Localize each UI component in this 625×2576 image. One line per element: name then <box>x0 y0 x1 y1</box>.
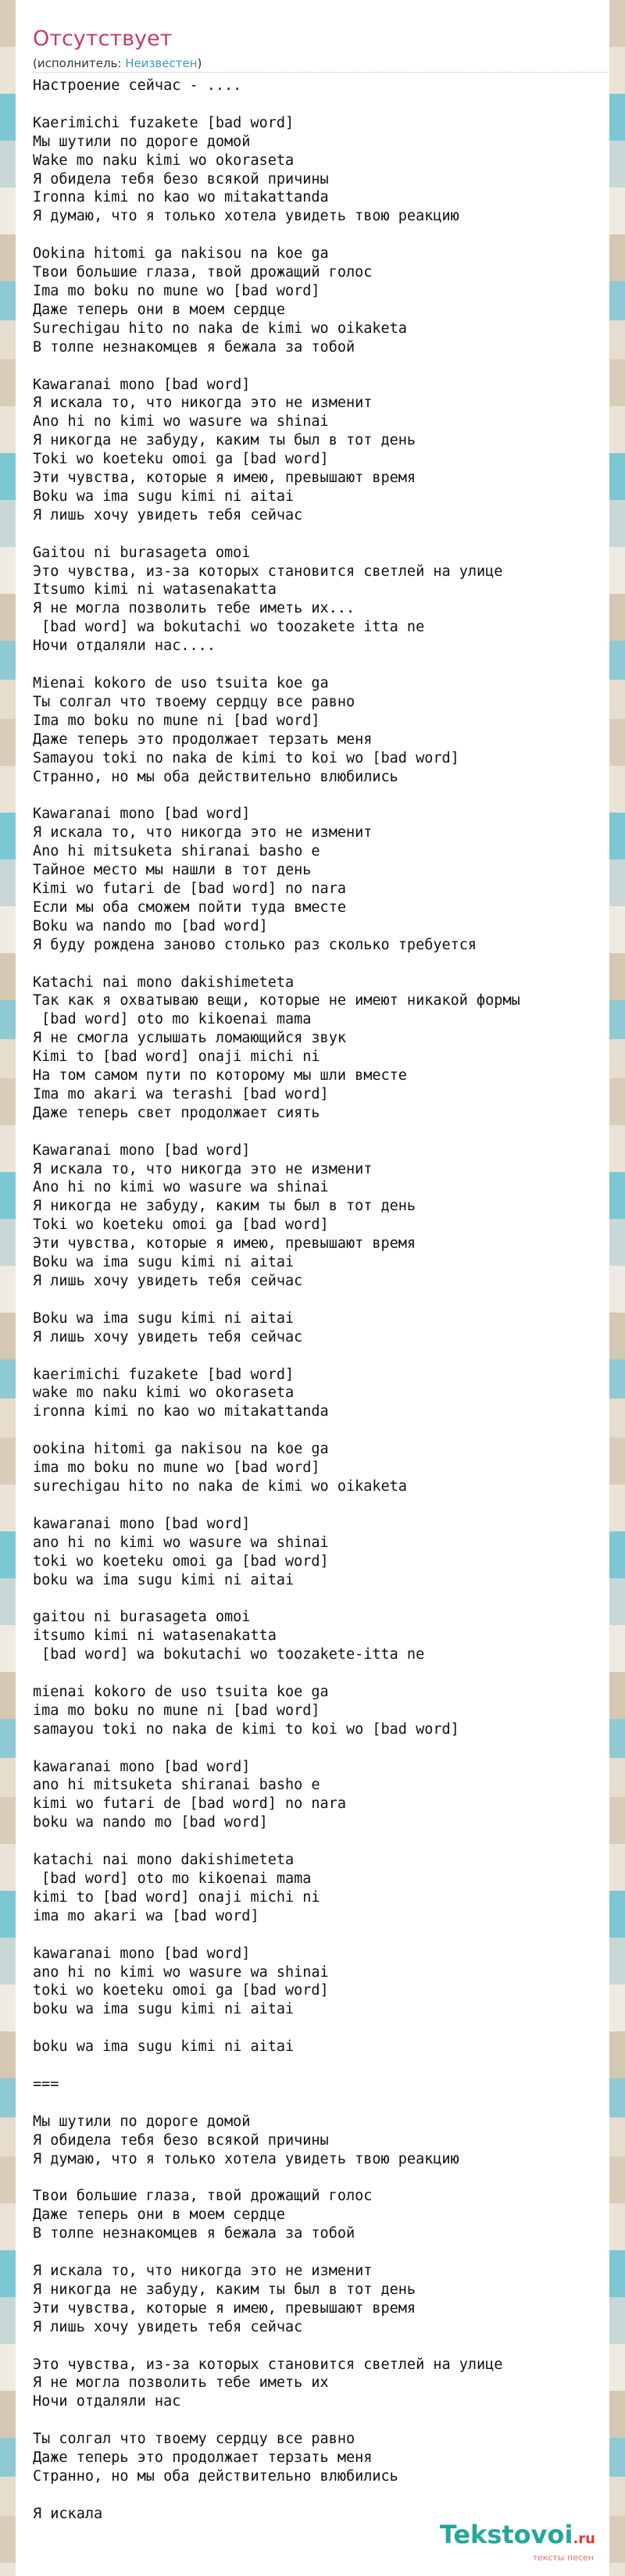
logo-tld: .ru <box>573 2531 595 2547</box>
lyrics-card <box>16 0 609 2576</box>
artist-prefix: (исполнитель: <box>33 56 126 70</box>
logo-brand: Tekstovoi <box>439 2520 573 2549</box>
artist-line <box>33 56 202 70</box>
title-divider <box>33 72 608 73</box>
artist-link[interactable]: Неизвестен <box>125 56 198 70</box>
song-title: Отсутствует <box>33 27 173 51</box>
tekstovoi-logo[interactable] <box>440 2522 595 2547</box>
logo-tagline: тексты песен <box>532 2553 594 2563</box>
lyrics-text: Настроение сейчас - .... Kaerimichi fuzakete [bad word] Мы шутили по дороге домой Wake mo naku kimi wo okoraseta Я обидела тебя безо всякой причины Ironna kimi no kao wo mitakattanda Я думаю, что я только хотела увидеть твою реакцию Ookina hitomi ga nakisou na koe ga Твои большие глаза, твой дрожащий голос Ima mo boku no mune wo [bad word] Даже теперь они в моем сердце Surechigau hito no naka de kimi wo oikaketa В толпе незнакомцев я бежала за тобой Kawaranai mono [bad word] Я искала то, что никогда это не изменит Ano hi no kimi wo wasure wa shinai Я никогда не забуду, каким ты был в тот день Toki wo koeteku omoi ga [bad word] Эти чувства, которые я имею, превышают время Boku wa ima sugu kimi ni aitai Я лишь хочу увидеть тебя сейчас Gaitou ni burasageta omoi Это чувства, из-за которых становится светлей на улице Itsumo kimi ni watasenakatta Я не могла позволить тебе иметь их... [bad word] wa bokutachi wo toozakete itta ne Ночи отдаляли нас.... Mienai kokoro de uso tsuita koe ga Ты солгал что твоему сердцу все равно Ima mo boku no mune ni [bad word] Даже теперь это продолжает терзать меня Samayou toki no naka de kimi to koi wo [bad word] Странно, но мы оба действительно влюбились Kawaranai mono [bad word] Я искала то, что никогда это не изменит Ano hi mitsuketa shiranai basho e Тайное место мы нашли в тот день Kimi wo futari de [bad word] no nara Если мы оба сможем пойти туда вместе Boku wa nando mo [bad word] Я буду рождена заново столько раз сколько требуется Katachi nai mono dakishimeteta Так как я охватываю вещи, которые не имеют никакой формы [bad word] oto mo kikoenai mama Я не смогла услышать ломающийся звук Kimi to [bad word] onaji michi ni На том самом пути по которому мы шли вместе Ima mo akari wa terashi [bad word] Даже теперь свет продолжает сиять Kawaranai mono [bad word] Я искала то, что никогда это не изменит Ano hi no kimi wo wasure wa shinai Я никогда не забуду, каким ты был в тот день Toki wo koeteku omoi ga [bad word] Эти чувства, которые я имею, превышают время Boku wa ima sugu kimi ni aitai Я лишь хочу увидеть тебя сейчас Boku wa ima sugu kimi ni aitai Я лишь хочу увидеть тебя сейчас kaerimichi fuzakete [bad word] wake mo naku kimi wo okoraseta ironna kimi no kao wo mitakattanda ookina hitomi ga nakisou na koe ga ima mo boku no mune wo [bad word] surechigau hito no naka de kimi wo oikaketa kawaranai mono [bad word] ano hi no kimi wo wasure wa shinai toki wo koeteku omoi ga [bad word] boku wa ima sugu kimi ni aitai gaitou ni burasageta omoi itsumo kimi ni watasenakatta [bad word] wa bokutachi wo toozakete-itta ne mienai kokoro de uso tsuita koe ga ima mo boku no mune ni [bad word] samayou toki no naka de kimi to koi wo [bad word] kawaranai mono [bad word] ano hi mitsuketa shiranai basho e kimi wo futari de [bad word] no nara boku wa nando mo [bad word] katachi nai mono dakishimeteta [bad word] oto mo kikoenai mama kimi to [bad word] onaji michi ni ima mo akari wa [bad word] kawaranai mono [bad word] ano hi no kimi wo wasure wa shinai toki wo koeteku omoi ga [bad word] boku wa ima sugu kimi ni aitai boku wa ima sugu kimi ni aitai === Мы шутили по дороге домой Я обидела тебя безо всякой причины Я думаю, что я только хотела увидеть твою реакцию Твои большие глаза, твой дрожащий голос Даже теперь они в моем сердце В толпе незнакомцев я бежала за тобой Я искала то, что никогда это не изменит Я никогда не забуду, каким ты был в тот день Эти чувства, которые я имею, превышают время Я лишь хочу увидеть тебя сейчас Это чувства, из-за которых становится светлей на улице Я не могла позволить тебе иметь их Ночи отдаляли нас Ты солгал что твоему сердцу все равно Даже теперь это продолжает терзать меня Странно, но мы оба действительно влюбились Я искала <box>33 77 520 2522</box>
artist-suffix: ) <box>197 56 202 70</box>
